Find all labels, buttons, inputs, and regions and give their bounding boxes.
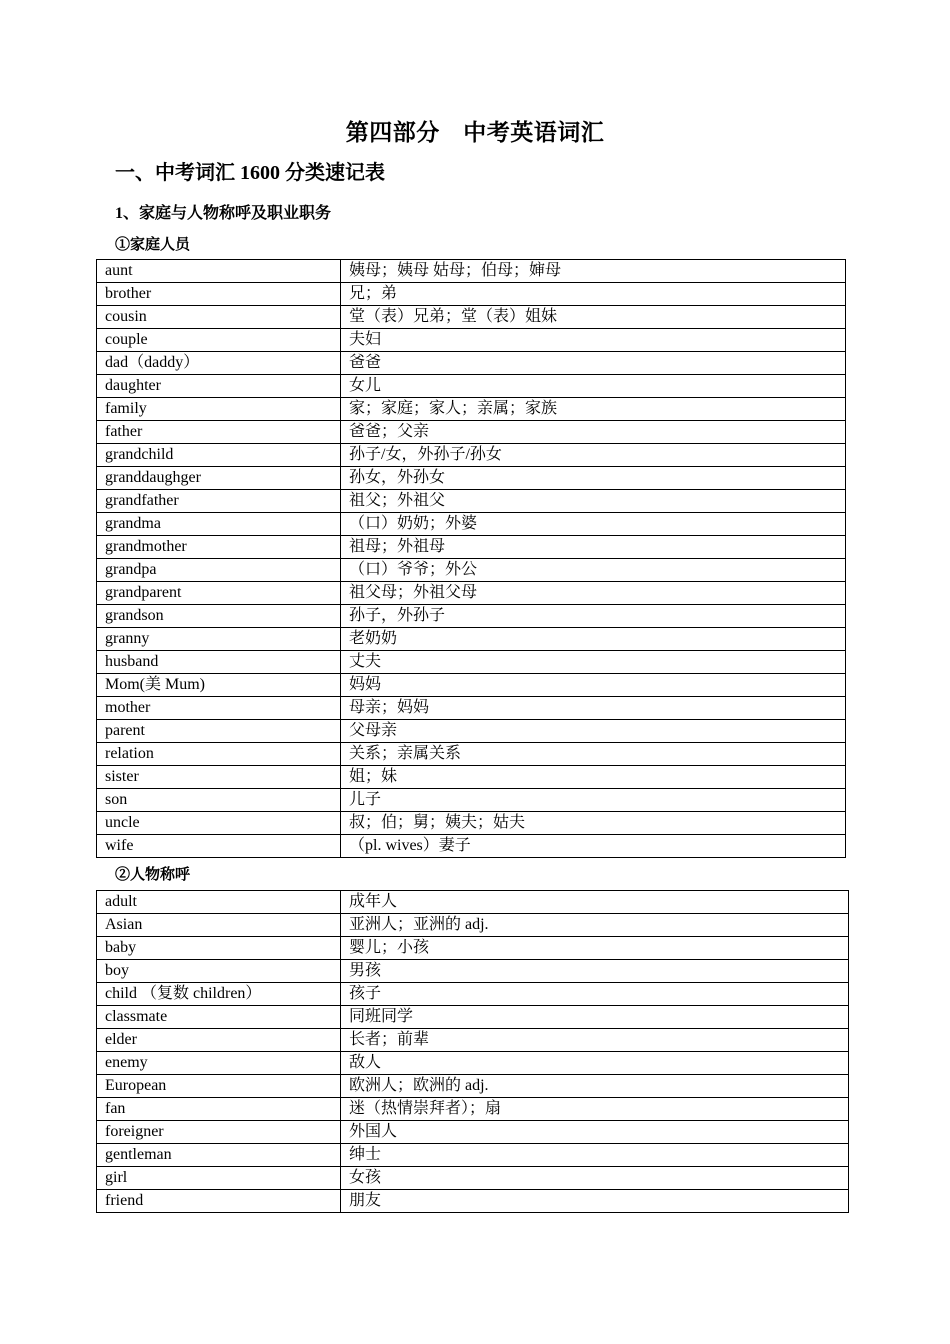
subsection-heading: 1、家庭与人物称呼及职业职务 [115, 205, 332, 222]
chinese-meaning: （口）奶奶；外婆 [341, 513, 846, 536]
table-row [97, 720, 846, 743]
chinese-meaning: 迷（热情崇拜者）；扇 [341, 1098, 849, 1121]
chinese-meaning: 父母亲 [341, 720, 846, 743]
table-row [97, 260, 846, 283]
english-word: elder [97, 1029, 341, 1052]
chinese-meaning: 欧洲人；欧洲的 adj. [341, 1075, 849, 1098]
people-titles-heading: ②人物称呼 [115, 867, 191, 883]
english-word: grandma [97, 513, 341, 536]
chinese-meaning: 绅士 [341, 1144, 849, 1167]
table-row [97, 1029, 849, 1052]
chinese-meaning: 祖父母；外祖父母 [341, 582, 846, 605]
chinese-meaning: 祖母；外祖母 [341, 536, 846, 559]
chinese-meaning: 孙女，外孙女 [341, 467, 846, 490]
english-word: granddaughger [97, 467, 341, 490]
table-row [97, 1121, 849, 1144]
chinese-meaning: 家；家庭；家人；亲属；家族 [341, 398, 846, 421]
chinese-meaning: 孙子/女，外孙子/孙女 [341, 444, 846, 467]
english-word: mother [97, 697, 341, 720]
table-row [97, 789, 846, 812]
table-row [97, 983, 849, 1006]
english-word: grandfather [97, 490, 341, 513]
chinese-meaning: 孩子 [341, 983, 849, 1006]
table-row [97, 937, 849, 960]
chinese-meaning: 长者；前辈 [341, 1029, 849, 1052]
english-word: sister [97, 766, 341, 789]
table-row [97, 914, 849, 937]
chinese-meaning: 关系；亲属关系 [341, 743, 846, 766]
chinese-meaning: （口）爷爷；外公 [341, 559, 846, 582]
chinese-meaning: 堂（表）兄弟；堂（表）姐妹 [341, 306, 846, 329]
table-row [97, 375, 846, 398]
table-row [97, 352, 846, 375]
chinese-meaning: 成年人 [341, 891, 849, 914]
table-row [97, 697, 846, 720]
table-row [97, 421, 846, 444]
english-word: family [97, 398, 341, 421]
chinese-meaning: 兄；弟 [341, 283, 846, 306]
chinese-meaning: 孙子，外孙子 [341, 605, 846, 628]
chinese-meaning: 爸爸 [341, 352, 846, 375]
english-word: uncle [97, 812, 341, 835]
table-row [97, 306, 846, 329]
english-word: girl [97, 1167, 341, 1190]
table-row [97, 1144, 849, 1167]
chinese-meaning: 妈妈 [341, 674, 846, 697]
english-word: father [97, 421, 341, 444]
english-word: granny [97, 628, 341, 651]
family-members-heading: ①家庭人员 [115, 237, 191, 253]
chinese-meaning: 儿子 [341, 789, 846, 812]
chinese-meaning: （pl. wives）妻子 [341, 835, 846, 858]
english-word: adult [97, 891, 341, 914]
english-word: daughter [97, 375, 341, 398]
chinese-meaning: 母亲；妈妈 [341, 697, 846, 720]
chinese-meaning: 爸爸；父亲 [341, 421, 846, 444]
english-word: grandson [97, 605, 341, 628]
people-vocab-table [96, 890, 849, 1213]
chinese-meaning: 叔；伯；舅；姨夫；姑夫 [341, 812, 846, 835]
table-row [97, 582, 846, 605]
english-word: relation [97, 743, 341, 766]
table-row [97, 329, 846, 352]
chinese-meaning: 敌人 [341, 1052, 849, 1075]
english-word: grandchild [97, 444, 341, 467]
chinese-meaning: 婴儿；小孩 [341, 937, 849, 960]
chinese-meaning: 老奶奶 [341, 628, 846, 651]
english-word: European [97, 1075, 341, 1098]
chinese-meaning: 夫妇 [341, 329, 846, 352]
english-word: baby [97, 937, 341, 960]
table-row [97, 1052, 849, 1075]
chinese-meaning: 祖父；外祖父 [341, 490, 846, 513]
table-row [97, 559, 846, 582]
people-vocab-body [97, 891, 849, 1213]
chinese-meaning: 丈夫 [341, 651, 846, 674]
english-word: grandpa [97, 559, 341, 582]
table-row [97, 812, 846, 835]
english-word: dad（daddy） [97, 352, 341, 375]
english-word: grandparent [97, 582, 341, 605]
chinese-meaning: 亚洲人；亚洲的 adj. [341, 914, 849, 937]
table-row [97, 1075, 849, 1098]
english-word: Mom(美 Mum) [97, 674, 341, 697]
english-word: grandmother [97, 536, 341, 559]
english-word: Asian [97, 914, 341, 937]
table-row [97, 536, 846, 559]
english-word: gentleman [97, 1144, 341, 1167]
family-vocab-body [97, 260, 846, 858]
english-word: classmate [97, 1006, 341, 1029]
table-row [97, 1167, 849, 1190]
english-word: fan [97, 1098, 341, 1121]
chinese-meaning: 男孩 [341, 960, 849, 983]
table-row [97, 766, 846, 789]
table-row [97, 743, 846, 766]
english-word: friend [97, 1190, 341, 1213]
page-title: 第四部分 中考英语词汇 [345, 120, 605, 145]
table-row [97, 891, 849, 914]
chinese-meaning: 女孩 [341, 1167, 849, 1190]
table-row [97, 398, 846, 421]
table-row [97, 467, 846, 490]
table-row [97, 628, 846, 651]
table-row [97, 1098, 849, 1121]
table-row [97, 1190, 849, 1213]
table-row [97, 835, 846, 858]
english-word: parent [97, 720, 341, 743]
chinese-meaning: 姐；妹 [341, 766, 846, 789]
chinese-meaning: 同班同学 [341, 1006, 849, 1029]
chinese-meaning: 朋友 [341, 1190, 849, 1213]
english-word: son [97, 789, 341, 812]
table-row [97, 490, 846, 513]
english-word: couple [97, 329, 341, 352]
table-row [97, 1006, 849, 1029]
english-word: brother [97, 283, 341, 306]
table-row [97, 444, 846, 467]
chinese-meaning: 女儿 [341, 375, 846, 398]
table-row [97, 513, 846, 536]
english-word: cousin [97, 306, 341, 329]
table-row [97, 605, 846, 628]
table-row [97, 960, 849, 983]
chinese-meaning: 姨母；姨母 姑母；伯母；婶母 [341, 260, 846, 283]
english-word: wife [97, 835, 341, 858]
english-word: husband [97, 651, 341, 674]
english-word: aunt [97, 260, 341, 283]
english-word: boy [97, 960, 341, 983]
table-row [97, 651, 846, 674]
chinese-meaning: 外国人 [341, 1121, 849, 1144]
section-heading: 一、中考词汇 1600 分类速记表 [115, 162, 385, 184]
english-word: enemy [97, 1052, 341, 1075]
english-word: child （复数 children） [97, 983, 341, 1006]
table-row [97, 674, 846, 697]
english-word: foreigner [97, 1121, 341, 1144]
table-row [97, 283, 846, 306]
family-vocab-table [96, 259, 846, 858]
